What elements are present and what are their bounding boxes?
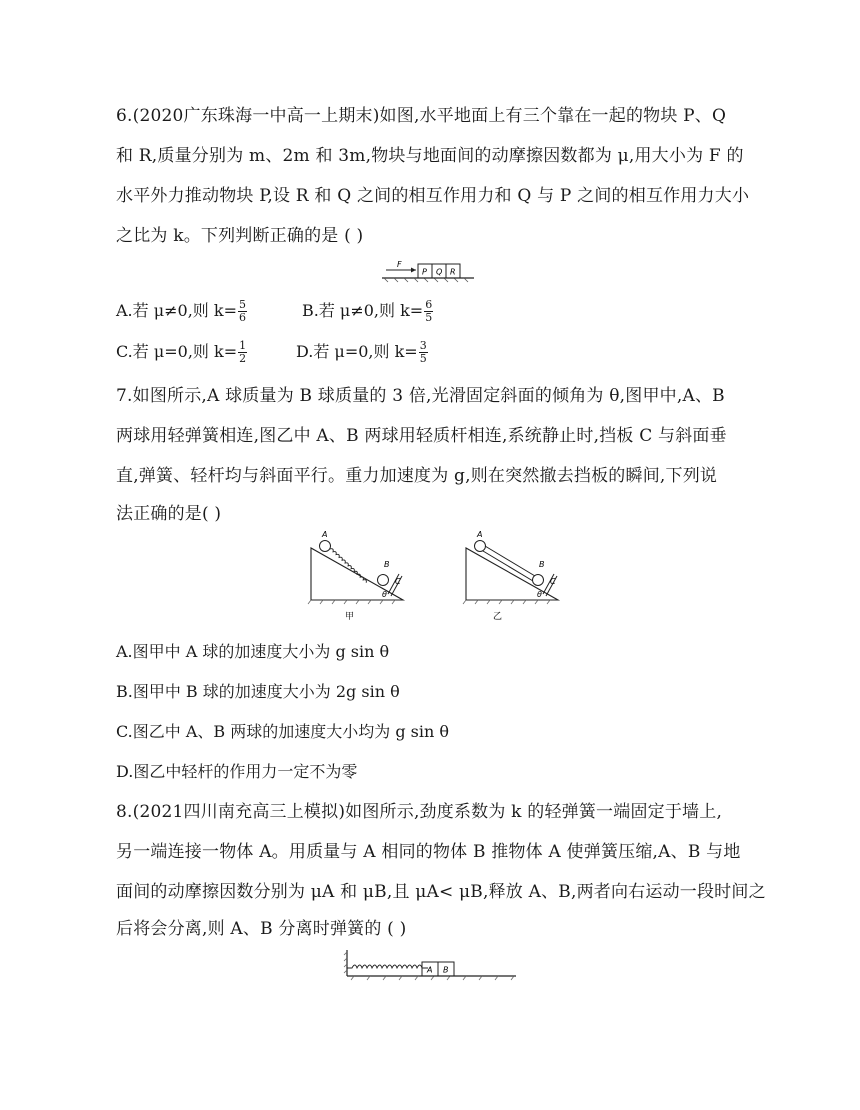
q7-line-1: 7.如图所示,A 球质量为 B 球质量的 3 倍,光滑固定斜面的倾角为 θ,图甲中,A、B <box>116 386 725 406</box>
q6-line-3: 水平外力推动物块 P,设 R 和 Q 之间的相互作用力和 Q 与 P 之间的相互作用力大小 <box>116 186 750 206</box>
q6-option-c: C.若 μ=0,则 k= $\frac{1}{2}$ <box>116 339 247 365</box>
q8-line-2: 另一端连接一物体 A。用质量与 A 相同的物体 B 推物体 A 使弹簧压缩,A、B 与地 <box>116 842 741 862</box>
q6-line-2: 和 R,质量分别为 m、2m 和 3m,物块与地面间的动摩擦因数都为 μ,用大小为 F 的 <box>116 146 744 166</box>
q7-line-2: 两球用轻弹簧相连,图乙中 A、B 两球用轻质杆相连,系统静止时,挡板 C 与斜面垂 <box>116 426 727 446</box>
block-r-label: R <box>450 267 456 277</box>
q6-line-4: 之比为 k。下列判断正确的是 ( ) <box>116 226 364 246</box>
angle-label: θ <box>382 590 387 599</box>
ball-b-label: B <box>539 560 545 569</box>
q7-figure-spring <box>303 530 413 626</box>
q7-option-c: C.图乙中 A、B 两球的加速度大小均为 g sin θ <box>116 722 450 741</box>
q6-option-b: B.若 μ≠0,则 k= $\frac{6}{5}$ <box>302 298 433 324</box>
block-p-label: P <box>422 267 427 277</box>
q8-figure-spring-blocks <box>344 948 524 982</box>
q8-line-4: 后将会分离,则 A、B 分离时弹簧的 ( ) <box>116 919 407 939</box>
q6-option-d: D.若 μ=0,则 k= $\frac{3}{5}$ <box>296 339 427 365</box>
plate-c-label: C <box>395 577 401 586</box>
q6-figure-blocks <box>382 258 482 282</box>
figure-caption-yi: 乙 <box>493 612 503 622</box>
force-label: F <box>397 260 402 269</box>
q8-line-3: 面间的动摩擦因数分别为 μA 和 μB,且 μA< μB,释放 A、B,两者向右运动一段时间之 <box>116 882 766 902</box>
ball-a-label: A <box>322 530 328 539</box>
q7-option-d: D.图乙中轻杆的作用力一定不为零 <box>116 762 358 781</box>
q8-line-1: 8.(2021四川南充高三上模拟)如图所示,劲度系数为 k 的轻弹簧一端固定于墙上, <box>116 802 723 822</box>
block-a-label: A <box>427 965 433 975</box>
figure-caption-jia: 甲 <box>345 612 355 622</box>
block-b-label: B <box>443 965 449 975</box>
q6-line-1: 6.(2020广东珠海一中高一上期末)如图,水平地面上有三个靠在一起的物块 P、Q <box>116 106 727 126</box>
plate-c-label: C <box>550 577 556 586</box>
q7-line-4: 法正确的是( ) <box>116 504 222 524</box>
q6-option-a: A.若 μ≠0,则 k= $\frac{5}{6}$ <box>116 298 246 324</box>
block-q-label: Q <box>436 267 443 277</box>
q7-option-a: A.图甲中 A 球的加速度大小为 g sin θ <box>116 642 390 661</box>
q7-figure-rod <box>458 530 568 626</box>
q7-line-3: 直,弹簧、轻杆均与斜面平行。重力加速度为 g,则在突然撤去挡板的瞬间,下列说 <box>116 466 718 486</box>
ball-b-label: B <box>384 560 390 569</box>
q7-option-b: B.图甲中 B 球的加速度大小为 2g sin θ <box>116 682 400 701</box>
angle-label: θ <box>537 590 542 599</box>
ball-a-label: A <box>477 530 483 539</box>
